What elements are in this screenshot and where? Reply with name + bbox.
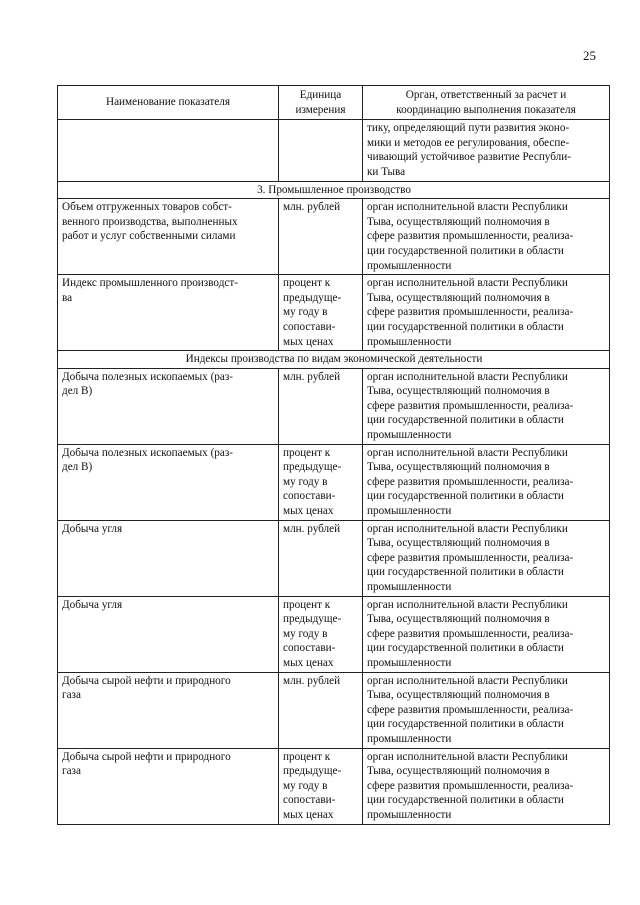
cell-name: Добыча сырой нефти и природного газа: [58, 672, 279, 748]
cell-organ: орган исполнительной власти Республики Тыва, осуществляющий полномочия в сфере развития промышленности, реализа- ции государственной политики в области промышленности: [363, 672, 610, 748]
table-row: [58, 199, 610, 275]
table-row: [58, 672, 610, 748]
table-header-row: [58, 86, 610, 120]
cell-name: Добыча сырой нефти и природного газа: [58, 748, 279, 824]
table-row: [58, 120, 610, 181]
section-title: Индексы производства по видам экономической деятельности: [58, 351, 610, 369]
table-row: [58, 596, 610, 672]
table-row: [58, 444, 610, 520]
cell-unit: млн. рублей: [279, 368, 363, 444]
cell-name: Добыча полезных ископаемых (раз- дел B): [58, 368, 279, 444]
cell-unit: процент к предыдуще- му году в сопостави- мых ценах: [279, 444, 363, 520]
cell-unit: [279, 120, 363, 181]
page-number: 25: [583, 48, 596, 63]
cell-unit: млн. рублей: [279, 199, 363, 275]
cell-organ: орган исполнительной власти Республики Тыва, осуществляющий полномочия в сфере развития промышленности, реализа- ции государственной политики в области промышленности: [363, 596, 610, 672]
table-row: [58, 520, 610, 596]
cell-name: [58, 120, 279, 181]
cell-name: Добыча полезных ископаемых (раз- дел B): [58, 444, 279, 520]
header-indicator-name: Наименование показателя: [58, 86, 279, 120]
cell-name: Индекс промышленного производст- ва: [58, 275, 279, 351]
cell-organ: орган исполнительной власти Республики Тыва, осуществляющий полномочия в сфере развития промышленности, реализа- ции государственной политики в области промышленности: [363, 199, 610, 275]
table-row: [58, 275, 610, 351]
cell-name: Объем отгруженных товаров собст- венного производства, выполненных работ и услуг собственными силами: [58, 199, 279, 275]
header-responsible-organ: Орган, ответственный за расчет и координацию выполнения показателя: [363, 86, 610, 120]
cell-organ: орган исполнительной власти Республики Тыва, осуществляющий полномочия в сфере развития промышленности, реализа- ции государственной политики в области промышленности: [363, 368, 610, 444]
cell-unit: млн. рублей: [279, 672, 363, 748]
cell-unit: млн. рублей: [279, 520, 363, 596]
header-unit: Единица измерения: [279, 86, 363, 120]
cell-organ: орган исполнительной власти Республики Тыва, осуществляющий полномочия в сфере развития промышленности, реализа- ции государственной политики в области промышленности: [363, 275, 610, 351]
cell-unit: процент к предыдуще- му году в сопостави- мых ценах: [279, 275, 363, 351]
cell-unit: процент к предыдуще- му году в сопостави- мых ценах: [279, 596, 363, 672]
cell-organ: тику, определяющий пути развития эконо- мики и методов ее регулирования, обеспе- чивающий устойчивое развитие Республи- ки Тыва: [363, 120, 610, 181]
cell-organ: орган исполнительной власти Республики Тыва, осуществляющий полномочия в сфере развития промышленности, реализа- ции государственной политики в области промышленности: [363, 520, 610, 596]
cell-name: Добыча угля: [58, 520, 279, 596]
cell-organ: орган исполнительной власти Республики Тыва, осуществляющий полномочия в сфере развития промышленности, реализа- ции государственной политики в области промышленности: [363, 444, 610, 520]
table-row: [58, 368, 610, 444]
section-title: 3. Промышленное производство: [58, 181, 610, 199]
cell-unit: процент к предыдуще- му году в сопостави- мых ценах: [279, 748, 363, 824]
section-row: [58, 351, 610, 369]
cell-name: Добыча угля: [58, 596, 279, 672]
section-row: [58, 181, 610, 199]
cell-organ: орган исполнительной власти Республики Тыва, осуществляющий полномочия в сфере развития промышленности, реализа- ции государственной политики в области промышленности: [363, 748, 610, 824]
indicators-table: [57, 85, 610, 825]
table-row: [58, 748, 610, 824]
